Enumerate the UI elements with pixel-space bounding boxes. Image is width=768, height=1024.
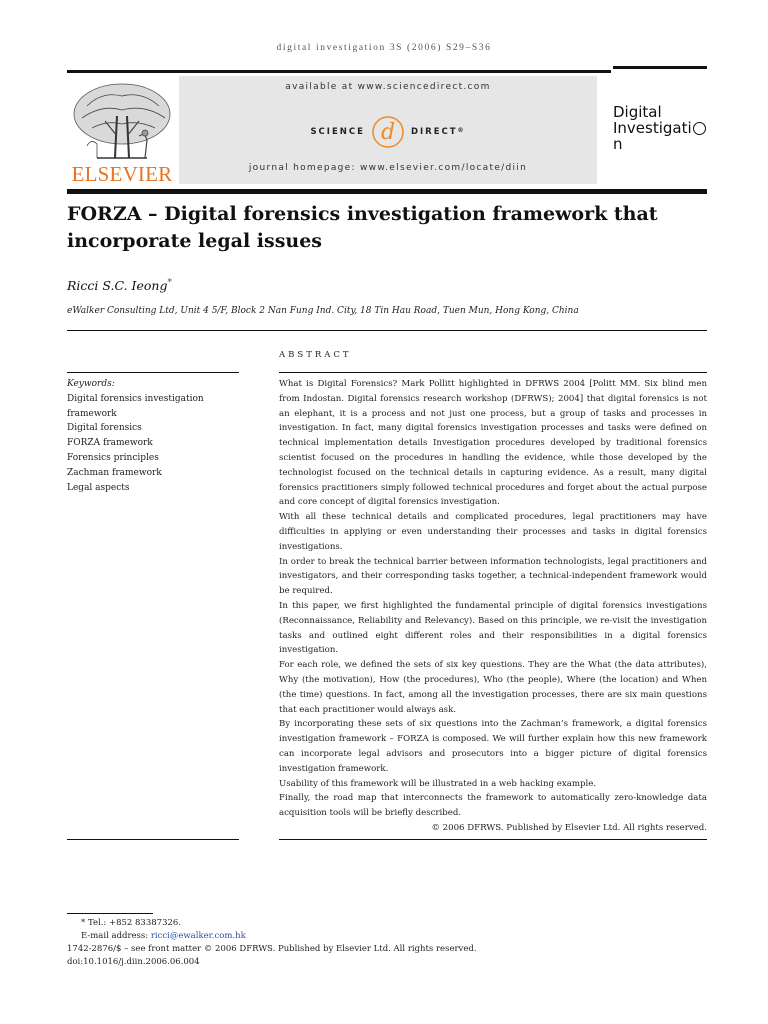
keywords-label: Keywords: <box>67 379 115 389</box>
abstract-rule-top <box>279 372 707 373</box>
section-divider <box>67 330 707 331</box>
journal-logo <box>613 104 713 152</box>
abstract-rule-bottom <box>279 839 707 840</box>
footnote-doi[interactable]: doi:10.1016/j.diin.2006.06.004 <box>67 957 200 967</box>
svg-text:d: d <box>380 120 395 145</box>
sd-left-word: SCIENCE <box>310 127 365 137</box>
running-header: digital investigation 3S (2006) S29–S36 <box>276 43 492 53</box>
footnote-tel: * Tel.: +852 83387326. <box>81 918 181 928</box>
header-rule-left <box>67 70 611 73</box>
abstract-copyright: © 2006 DFRWS. Published by Elsevier Ltd. All rights reserved. <box>431 822 707 833</box>
keyword-item: Digital forensics <box>67 423 142 434</box>
keyword-item: Zachman framework <box>67 467 162 478</box>
abstract-paragraph: Usability of this framework will be illustrated in a web hacking example. <box>279 778 597 789</box>
sciencedirect-logo <box>179 112 597 152</box>
keyword-item: Digital forensics investigation framework <box>67 393 204 419</box>
available-at-link[interactable]: available at www.sciencedirect.com <box>285 82 491 92</box>
journal-logo-line1: Digital <box>613 103 662 121</box>
abstract-heading: ABSTRACT <box>279 350 352 360</box>
abstract-paragraph: In order to break the technical barrier between information technologists, legal practitioners and investigators, and their corresponding tasks together, a technical-independent framework would be required. <box>279 556 707 597</box>
email-link[interactable]: ricci@ewalker.com.hk <box>150 931 246 941</box>
keyword-item: FORZA framework <box>67 438 153 449</box>
keywords-block <box>67 377 237 495</box>
article-title: FORZA – Digital forensics investigation framework that incorporate legal issues <box>67 203 658 252</box>
author-name: Ricci S.C. Ieong* <box>67 278 172 294</box>
publisher-name: ELSEVIER <box>71 162 173 186</box>
header-rule-right <box>613 66 707 69</box>
journal-banner <box>179 76 597 184</box>
abstract-paragraph: What is Digital Forensics? Mark Pollitt highlighted in DFRWS 2004 [Politt MM. Six blind men from Indostan. Digital forensics research workshop (DFRWS); 2004] that digital forensics is not an elephant, it is a process and not just one process, but a group of tasks and processes in investigation. In fact, many digital forensics investigation processes and tasks were defined on technical implementation details Investigation procedures developed by traditional forensics scientist focused on the procedures in handling the evidence, while those developed by the technologist focused on the technical details in capturing evidence. As a result, many digital forensics practitioners simply followed technical procedures and forget about the actual purpose and core concept of digital forensics investigation. <box>279 379 707 508</box>
abstract-paragraph: By incorporating these sets of six questions into the Zachman’s framework, a digital forensics investigation framework – FORZA is composed. We will further explain how this new framework can incorporate legal advisors and prosecutors into a bigger picture of digital forensics investigation framework. <box>279 719 707 774</box>
abstract-paragraph: Finally, the road map that interconnects the framework to automatically zero-knowledge data acquisition tools will be briefly described. <box>279 793 707 819</box>
footnote-rule <box>67 913 153 914</box>
author-affiliation: eWalker Consulting Ltd, Unit 4 5/F, Block 2 Nan Fung Ind. City, 18 Tin Hau Road, Tuen Mun, Hong Kong, China <box>67 306 579 316</box>
keyword-item: Legal aspects <box>67 482 130 493</box>
keywords-rule-bottom <box>67 839 239 840</box>
keywords-list <box>67 392 237 496</box>
footnotes <box>67 917 707 969</box>
abstract-paragraph: With all these technical details and complicated procedures, legal practitioners may have difficulties in applying or even understanding their processes and tasks in digital forensics investigations. <box>279 512 707 552</box>
journal-homepage-link[interactable]: journal homepage: www.elsevier.com/locate/diin <box>248 163 528 173</box>
journal-logo-line2: Investigatin <box>613 120 713 152</box>
footnote-issn: 1742-2876/$ – see front matter © 2006 DFRWS. Published by Elsevier Ltd. All rights reserved. <box>67 944 477 954</box>
magnifier-icon <box>693 122 706 135</box>
abstract-body <box>279 377 707 836</box>
author-footnote-marker[interactable]: * <box>167 278 172 288</box>
footnote-email: E-mail address: ricci@ewalker.com.hk <box>81 931 246 941</box>
sciencedirect-d-icon <box>371 115 405 149</box>
keyword-item: Forensics principles <box>67 452 159 463</box>
keywords-rule-top <box>67 372 239 373</box>
abstract-paragraph: In this paper, we first highlighted the fundamental principle of digital forensics investigations (Reconnaissance, Reliability and Relevancy). Based on this principle, we re-visit the investigation tasks and outlined eight different roles and their responsibilities in a digital forensics investigation. <box>279 600 707 656</box>
header-rule-bottom <box>67 189 707 194</box>
abstract-paragraph: For each role, we defined the sets of six key questions. They are the What (the data attributes), Why (the motivation), How (the procedures), Who (the people), Where (the location) and When (the time) questions. In fact, among all the investigation processes, there are six main questions that each practitioner would always ask. <box>279 660 707 715</box>
sd-right-word: DIRECT® <box>410 127 466 137</box>
